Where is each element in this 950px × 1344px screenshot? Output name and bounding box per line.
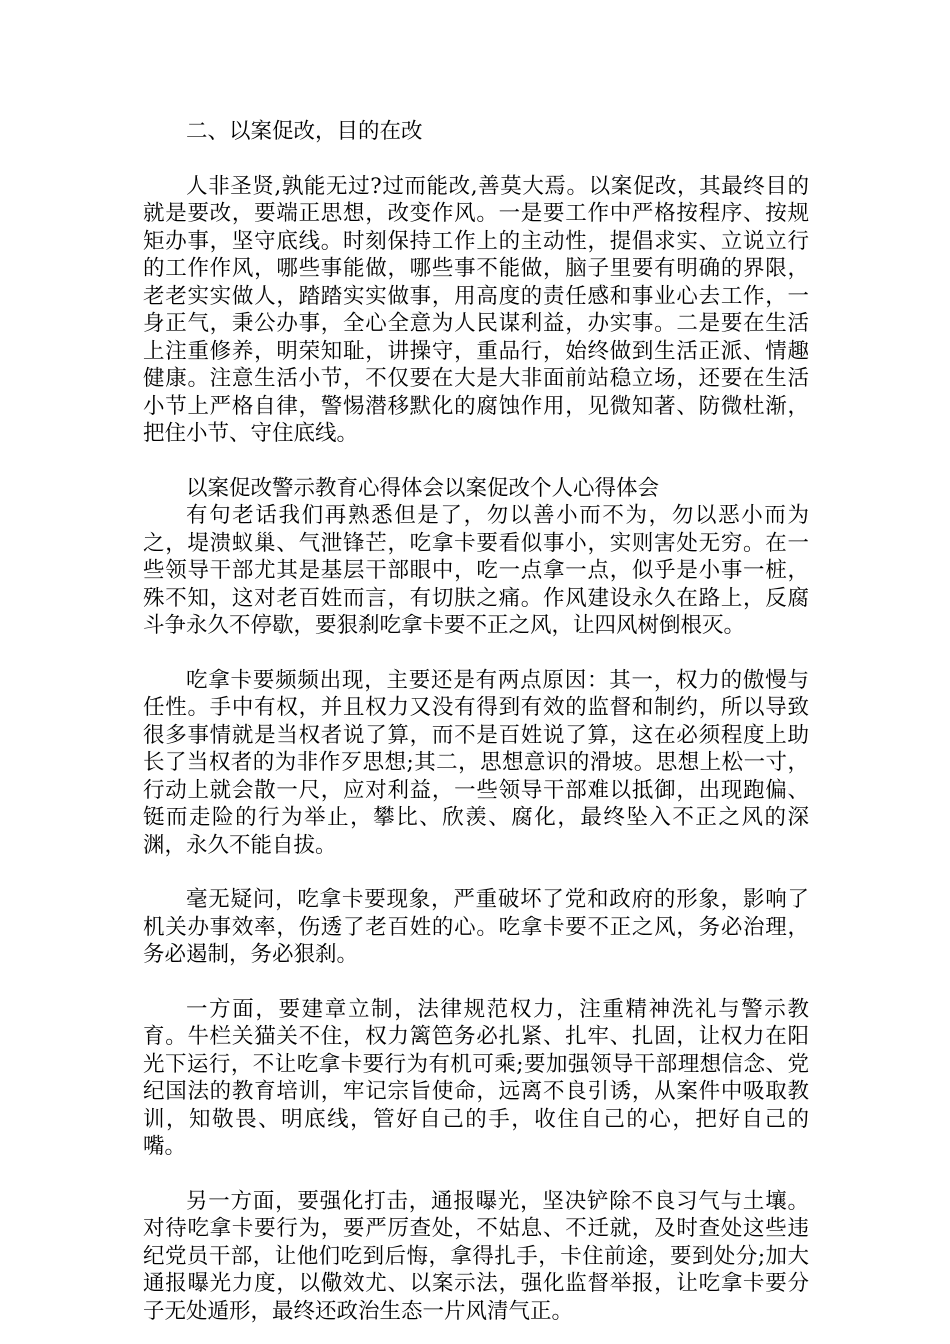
paragraph-1: 人非圣贤,孰能无过?过而能改,善莫大焉。以案促改，其最终目的就是要改，要端正思想，改变作风。一是要工作中严格按程序、按规矩办事，坚守底线。时刻保持工作上的主动性，提倡求实、立说立行的工作作风，哪些事能做，哪些事不能做，脑子里要有明确的界限，老老实实做人，踏踏实实做事，用高度的责任感和事业心去工作，一身正气，秉公办事，全心全意为人民谋利益，办实事。二是要在生活上注重修养，明荣知耻，讲操守，重品行，始终做到生活正派、情趣健康。注意生活小节，不仅要在大是大非面前站稳立场，还要在生活小节上严格自律，警惕潜移默化的腐蚀作用，见微知著、防微杜渐，把住小节、守住底线。 [143, 173, 809, 446]
paragraph-gap [143, 448, 809, 475]
section-heading: 二、以案促改，目的在改 [186, 119, 423, 144]
article-title: 以案促改警示教育心得体会以案促改个人心得体会 [186, 475, 660, 501]
paragraph-5: 一方面，要建章立制，法律规范权力，注重精神洗礼与警示教育。牛栏关猫关不住，权力篱笆务必扎紧、扎牢、扎固，让权力在阳光下运行，不让吃拿卡要行为有机可乘;要加强领导干部理想信念、党纪国法的教育培训，牢记宗旨使命，远离不良引诱，从案件中吸取教训，知敬畏、明底线，管好自己的手，收住自己的心，把好自己的嘴。 [143, 996, 809, 1159]
paragraph-3: 吃拿卡要频频出现，主要还是有两点原因：其一，权力的傲慢与任性。手中有权，并且权力又没有得到有效的监督和制约，所以导致很多事情就是当权者说了算，而不是百姓说了算，这在必须程度上助长了当权者的为非作歹思想;其二，思想意识的滑坡。思想上松一寸，行动上就会散一尺，应对利益，一些领导干部难以抵御，出现跑偏、铤而走险的行为举止，攀比、欣羡、腐化，最终坠入不正之风的深渊，永久不能自拔。 [143, 667, 809, 858]
paragraph-gap [143, 1161, 809, 1188]
paragraph-gap [143, 969, 809, 996]
paragraph-2: 有句老话我们再熟悉但是了，勿以善小而不为，勿以恶小而为之，堤溃蚁巢、气泄锋芒，吃拿卡要看似事小，实则害处无穷。在一些领导干部尤其是基层干部眼中，吃一点拿一点，似乎是小事一桩，殊不知，这对老百姓而言，有切肤之痛。作风建设永久在路上，反腐斗争永久不停歇，要狠刹吃拿卡要不正之风，让四风树倒根灭。 [143, 503, 809, 638]
paragraph-gap [143, 640, 809, 667]
paragraph-4: 毫无疑问，吃拿卡要现象，严重破坏了党和政府的形象，影响了机关办事效率，伤透了老百姓的心。吃拿卡要不正之风，务必治理，务必遏制，务必狠刹。 [143, 887, 809, 967]
paragraph-6: 另一方面，要强化打击，通报曝光，坚决铲除不良习气与土壤。对待吃拿卡要行为，要严厉查处，不姑息、不迁就，及时查处这些违纪党员干部，让他们吃到后悔，拿得扎手，卡住前途，要到处分;加大通报曝光力度，以儆效尤、以案示法，强化监督举报，让吃拿卡要分子无处遁形，最终还政治生态一片风清气正。 [143, 1188, 809, 1324]
paragraph-gap [143, 859, 809, 886]
paragraph-gap [143, 146, 809, 173]
document-body [143, 118, 809, 1325]
